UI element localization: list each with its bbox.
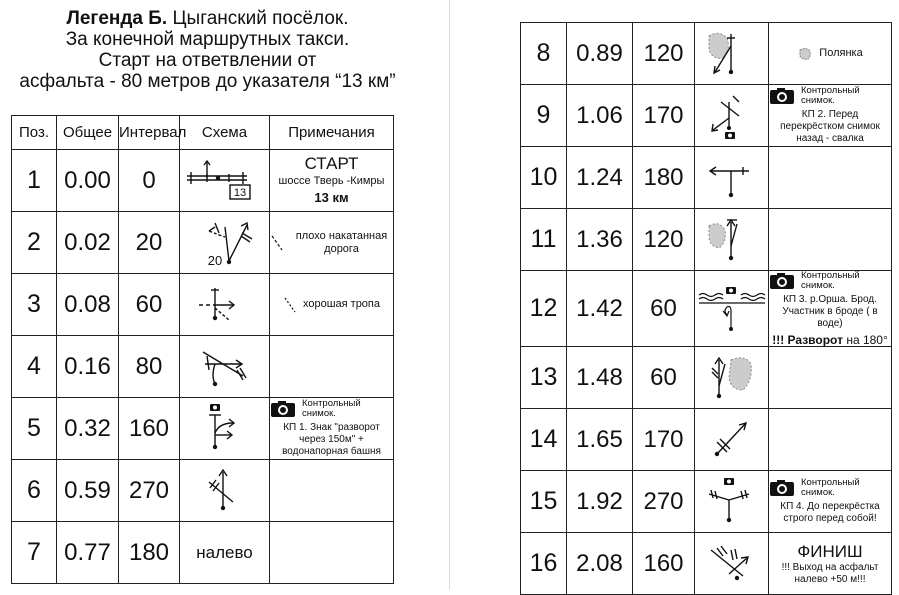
row-total: 1.92 [567, 471, 633, 533]
bad-road-label: плохо накатанная дорога [295, 229, 388, 255]
finish-note: !!! Выход на асфальт налево +50 м!!! [781, 561, 879, 585]
row-pos: 10 [521, 147, 567, 209]
table-header-row [12, 116, 394, 150]
camera-icon [769, 87, 795, 105]
row-interval: 270 [119, 460, 180, 522]
table-row [521, 209, 892, 271]
row-interval: 20 [119, 212, 180, 274]
legend-title-place: Цыганский посёлок. [167, 8, 349, 29]
row-pos: 2 [12, 212, 57, 274]
glade-note [769, 47, 891, 61]
kp1-note: КП 1. Знак "разворот через 150м" + водонапорная башня [282, 422, 381, 457]
camera-icon [270, 400, 296, 418]
legend-title-line3: Старт на ответвлении от [98, 50, 317, 71]
good-trail-note [270, 296, 393, 314]
row-note [769, 409, 892, 471]
row-total: 1.48 [567, 347, 633, 409]
row-scheme-text: налево [180, 522, 270, 584]
table-row [521, 409, 892, 471]
dashed-road-icon [270, 234, 284, 252]
camera-header [769, 271, 891, 291]
header-total: Общее [57, 116, 119, 150]
row-pos: 6 [12, 460, 57, 522]
row-interval: 120 [633, 209, 695, 271]
table-row [12, 274, 394, 336]
camera-label: Контрольный снимок. [801, 270, 860, 291]
row-note [270, 460, 394, 522]
legend-title-bold: Легенда Б. [66, 8, 168, 29]
finish-cross-icon [697, 536, 767, 592]
kp4-note: КП 4. До перекрёстка строго перед собой! [780, 501, 880, 524]
row-interval: 270 [633, 471, 695, 533]
glade-fork-icon [697, 212, 767, 268]
row-pos: 3 [12, 274, 57, 336]
row-total: 0.00 [57, 150, 119, 212]
row-scheme [695, 409, 769, 471]
sign-13-label: 13 [233, 186, 246, 199]
row-interval: 60 [119, 274, 180, 336]
row-pos: 13 [521, 347, 567, 409]
legend-table-left [11, 115, 394, 584]
camera-icon [769, 272, 795, 290]
row-interval: 60 [633, 347, 695, 409]
row-total: 0.08 [57, 274, 119, 336]
row-total: 0.59 [57, 460, 119, 522]
row-pos: 7 [12, 522, 57, 584]
row-pos: 9 [521, 85, 567, 147]
row-pos: 14 [521, 409, 567, 471]
camera-y-icon [697, 474, 767, 530]
legend-title-line4: асфальта - 80 метров до указателя “13 км” [19, 71, 396, 92]
page-fold [449, 0, 450, 590]
camera-icon [769, 479, 795, 497]
row-pos: 12 [521, 271, 567, 347]
row-pos: 15 [521, 471, 567, 533]
row-pos: 1 [12, 150, 57, 212]
start-junction-icon [185, 156, 265, 206]
row-note [769, 471, 892, 533]
row-scheme [695, 23, 769, 85]
row-interval: 0 [119, 150, 180, 212]
row-interval: 180 [119, 522, 180, 584]
legend-title [0, 8, 415, 92]
row-scheme [180, 274, 270, 336]
camera-junction-icon [185, 401, 265, 457]
row-total: 0.02 [57, 212, 119, 274]
row-note [270, 212, 394, 274]
row-total: 0.89 [567, 23, 633, 85]
start-km: 13 км [314, 189, 349, 205]
legend-table-right [520, 22, 892, 595]
row-note [769, 147, 892, 209]
glade-icon [697, 26, 767, 82]
header-pos: Поз. [12, 116, 57, 150]
row-scheme [180, 212, 270, 274]
table-row [521, 347, 892, 409]
t-junction-icon [697, 153, 767, 203]
row-scheme [695, 533, 769, 595]
row-interval: 180 [633, 147, 695, 209]
header-interval: Интервал [119, 116, 180, 150]
reverse-rest: на 180° [846, 333, 888, 347]
row-pos: 4 [12, 336, 57, 398]
fork-20-icon [185, 215, 265, 271]
row-scheme [180, 460, 270, 522]
river-ford-icon [697, 281, 767, 337]
camera-label: Контрольный снимок. [801, 477, 860, 498]
camera-header [270, 399, 393, 419]
row-interval: 170 [633, 409, 695, 471]
good-trail-label: хорошая тропа [302, 298, 381, 310]
row-note [270, 398, 394, 460]
row-note [270, 274, 394, 336]
header-notes: Примечания [270, 116, 394, 150]
trail-icon [283, 296, 297, 314]
row-note [769, 347, 892, 409]
table-row [521, 271, 892, 347]
row-pos: 5 [12, 398, 57, 460]
row-interval: 160 [119, 398, 180, 460]
reverse-note [769, 334, 891, 346]
row-total: 1.42 [567, 271, 633, 347]
table-row [521, 85, 892, 147]
row-total: 1.65 [567, 409, 633, 471]
camera-back-icon [697, 88, 767, 144]
table-row [12, 212, 394, 274]
glade-label: Полянка [819, 47, 863, 59]
kp3-note: КП 3. р.Орша. Брод. Участник в броде ( в воде) [782, 294, 878, 329]
row-note [270, 150, 394, 212]
glade-legend-icon [797, 47, 813, 61]
row-scheme [695, 271, 769, 347]
row-note [270, 336, 394, 398]
row-scheme [695, 209, 769, 271]
row-note [270, 522, 394, 584]
straight-cross-icon [697, 412, 767, 468]
row-scheme [695, 347, 769, 409]
camera-header [769, 86, 891, 106]
table-row [521, 471, 892, 533]
row-total: 1.24 [567, 147, 633, 209]
row-scheme [695, 471, 769, 533]
fork-20-label: 20 [207, 252, 222, 268]
glade-left-icon [697, 350, 767, 406]
row-scheme [180, 150, 270, 212]
row-pos: 11 [521, 209, 567, 271]
row-pos: 16 [521, 533, 567, 595]
bad-road-note [270, 230, 393, 256]
row-pos: 8 [521, 23, 567, 85]
start-title: СТАРТ [304, 153, 359, 173]
finish-title: ФИНИШ [797, 541, 863, 561]
row-total: 1.06 [567, 85, 633, 147]
row-interval: 160 [633, 533, 695, 595]
legend-title-line2: За конечной маршрутных такси. [65, 29, 350, 50]
camera-header [769, 478, 891, 498]
reverse-bold: Разворот [787, 333, 843, 347]
table-row [12, 522, 394, 584]
row-total: 2.08 [567, 533, 633, 595]
row-note [769, 85, 892, 147]
row-interval: 80 [119, 336, 180, 398]
kp2-note: КП 2. Перед перекрёстком снимок назад - свалка [780, 109, 880, 144]
start-road: шоссе Тверь -Кимры [278, 174, 385, 187]
row-scheme [695, 147, 769, 209]
table-row [521, 533, 892, 595]
diagonal-cross-icon [185, 464, 265, 518]
table-row [12, 398, 394, 460]
row-scheme [180, 336, 270, 398]
row-interval: 170 [633, 85, 695, 147]
row-interval: 60 [633, 271, 695, 347]
row-note [769, 209, 892, 271]
header-scheme: Схема [180, 116, 270, 150]
row-note [769, 533, 892, 595]
row-total: 0.77 [57, 522, 119, 584]
table-row [12, 150, 394, 212]
trail-junction-icon [185, 280, 265, 330]
row-total: 0.16 [57, 336, 119, 398]
row-scheme [695, 85, 769, 147]
table-row [521, 23, 892, 85]
reverse-prefix: !!! [772, 333, 785, 347]
table-row [521, 147, 892, 209]
row-note [769, 271, 892, 347]
camera-label: Контрольный снимок. [801, 85, 860, 106]
table-row [12, 460, 394, 522]
row-scheme [180, 398, 270, 460]
table-row [12, 336, 394, 398]
row-total: 1.36 [567, 209, 633, 271]
crossing-icon [185, 340, 265, 394]
row-total: 0.32 [57, 398, 119, 460]
row-note [769, 23, 892, 85]
camera-label: Контрольный снимок. [302, 398, 361, 419]
row-interval: 120 [633, 23, 695, 85]
